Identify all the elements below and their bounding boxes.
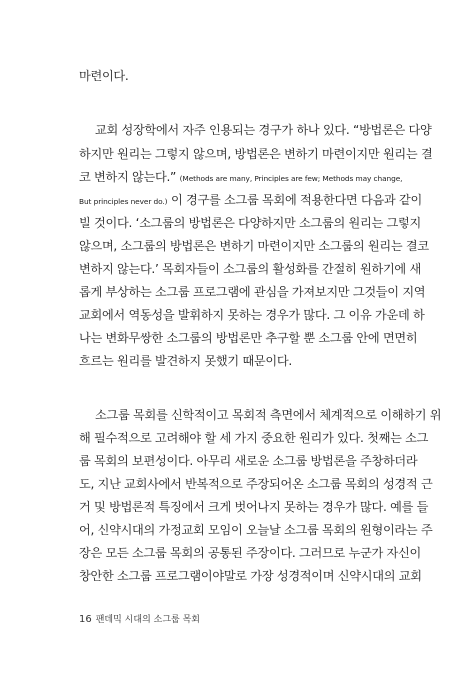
text-line: 마련이다.: [79, 69, 129, 83]
text-span: 이 경구를 소그룹 목회에 적용한다면 다음과 같이: [167, 193, 422, 207]
text-line: 교회 성장학에서 자주 인용되는 경구가 하나 있다. “방법론은 다양: [95, 123, 432, 137]
text-line: 어, 신약시대의 가정교회 모임이 오늘날 소그룹 목회의 원형이라는 주: [79, 523, 433, 537]
text-line: 변하지 않는다.’ 목회자들이 소그룹의 활성화를 간절히 원하기에 새: [79, 262, 421, 276]
text-line: 롭게 부상하는 소그룹 프로그램에 관심을 가져보지만 그것들이 지역: [79, 285, 426, 299]
text-line: 해 필수적으로 고려해야 할 세 가지 중요한 원리가 있다. 첫째는 소그: [79, 431, 429, 445]
page-footer: [79, 614, 200, 626]
page-number: 16: [79, 614, 92, 625]
text-line: 장은 모든 소그룹 목회의 공통된 주장이다. 그러므로 누군가 자신이: [79, 546, 421, 560]
quote-en-part2: But principles never do.): [79, 197, 168, 206]
text-line: 빌 것이다. ‘소그룹의 방법론은 다양하지만 소그룹의 원리는 그렇지: [79, 216, 421, 230]
text-line: 나는 변화무쌍한 소그룹의 방법론만 추구할 뿐 소그룹 안에 면면히: [79, 331, 418, 345]
text-line: 않으며, 소그룹의 방법론은 변하기 마련이지만 소그룹의 원리는 결코: [79, 239, 429, 253]
text-line: 흐르는 원리를 발견하지 못했기 때문이다.: [79, 354, 292, 368]
text-line: 도, 지난 교회사에서 반복적으로 주장되어온 소그룹 목회의 성경적 근: [79, 477, 433, 491]
text-line: 소그룹 목회를 신학적이고 목회적 측면에서 체계적으로 이해하기 위: [95, 408, 442, 422]
text-line: [79, 168, 403, 188]
text-line: 교회에서 역동성을 발휘하지 못하는 경우가 많다. 그 이유 가운데 하: [79, 308, 425, 322]
running-title: 팬데믹 시대의 소그룹 목회: [95, 615, 200, 625]
text-line: 창안한 소그룹 프로그램이야말로 가장 성경적이며 신약시대의 교회: [79, 569, 422, 583]
text-line: [79, 191, 422, 211]
quote-ko-end: 코 변하지 않는다.”: [79, 170, 177, 184]
text-line: 룹 목회의 보편성이다. 아무리 새로운 소그룹 방법론을 주창하더라: [79, 454, 418, 468]
quote-en-part1: (Methods are many, Principles are few; Methods may change,: [179, 174, 403, 183]
text-line: 거 및 방법론적 특징에서 크게 벗어나지 못하는 경우가 많다. 예를 들: [79, 500, 429, 514]
text-line: 하지만 원리는 그렇지 않으며, 방법론은 변하기 마련이지만 원리는 결: [79, 147, 433, 161]
